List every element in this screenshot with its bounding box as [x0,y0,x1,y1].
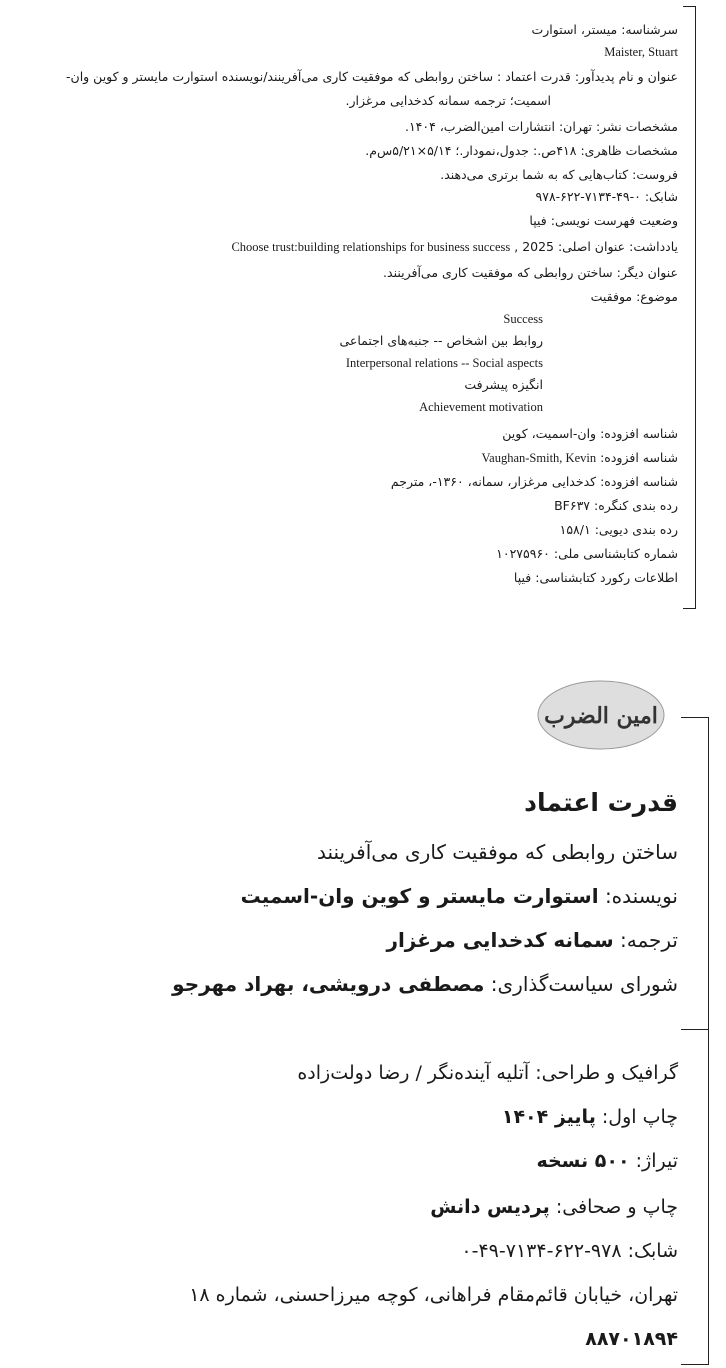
cip-row-series [440,167,678,182]
cip-value-latin: Success [503,312,543,326]
cip-bracket [683,6,696,609]
cip-value: فیپا [529,213,547,228]
isbn-label: شابک: [627,1240,678,1262]
cip-row-national-number [496,546,678,561]
cip-label: شناسه افزوده: [600,474,678,489]
cip-value: قدرت اعتماد : ساختن روابطی که موفقیت کاری می‌آفرینند/نویسنده استوارت مایستر و کوین وان- [66,69,571,84]
cip-row-status [529,213,678,228]
cip-value: روابط بین اشخاص -- جنبه‌های اجتماعی [339,333,543,348]
cip-row-added-entry [482,450,678,466]
cip-value-latin: Vaughan-Smith, Kevin [481,451,597,465]
credits-divider [681,1029,708,1030]
cip-value: عنوان اصلی: 2025 , [514,239,626,254]
cip-label: عنوان و نام پدیدآور: [574,69,678,84]
cip-row-publication [405,119,678,134]
cip-value: وان-اسمیت، کوین [502,426,597,441]
cip-value: ۹۷۸-۶۲۲-۷۱۳۴-۴۹-۰ [535,189,641,204]
cip-value: ۴۱۸ص.: جدول،نمودار.؛ ۵/۱۴×۵/۲۱س‌م. [365,143,577,158]
cip-value-latin: Maister, Stuart [604,45,678,59]
cip-label: اطلاعات رکورد کتابشناسی: [535,570,678,585]
graphics-credit: گرافیک و طراحی: آتلیه آینده‌نگر / رضا دولت‌زاده [297,1062,678,1084]
printing-label: چاپ و صحافی: [555,1196,678,1218]
cip-label: فروست: [632,167,678,182]
credits-bracket [681,717,709,1365]
printing-value: پردیس دانش [430,1196,550,1218]
author-names: استوارت مایستر و کوین وان-اسمیت [240,884,599,908]
cip-value: کدخدایی مرغزار، سمانه، ۱۳۶۰-، مترجم [390,474,597,489]
cip-row-lcc [554,498,678,513]
cip-row-ddc [560,522,678,537]
publisher-logo [536,679,666,751]
cip-value: ۱۵۸/۱ [559,522,591,537]
cip-label: وضعیت فهرست نویسی: [550,213,678,228]
cip-row-added-entry [502,426,678,441]
author-label: نویسنده: [604,884,678,908]
edition-line [502,1106,678,1128]
cip-label: شماره کتابشناسی ملی: [553,546,678,561]
cip-label: موضوع: [636,289,678,304]
cip-value: فیپا [513,570,532,585]
cip-label: یادداشت: [629,239,678,254]
cip-row-heading [531,22,678,37]
cip-value: ۱۰۲۷۵۹۶۰ [496,546,550,561]
cip-value: میستر، استوارت [531,22,618,37]
printing-line [430,1196,678,1218]
author-line [241,884,678,908]
cip-row-physical [365,143,678,158]
cip-value: موفقیت [590,289,633,304]
address-line: تهران، خیابان قائم‌مقام فراهانی، کوچه میرزاحسنی، شماره ۱۸ [189,1284,678,1306]
cip-value-latin: Achievement motivation [419,400,543,414]
cip-label: شابک: [644,189,678,204]
cip-row-title [66,69,678,84]
cip-record [0,0,726,612]
phone-number: ۸۸۷۰۱۸۹۴ [585,1328,678,1350]
cip-value: BF۶۳۷ [554,498,591,513]
cip-row-note [231,239,678,255]
cip-value-latin: Interpersonal relations -- Social aspects [345,356,543,370]
book-subtitle: ساختن روابطی که موفقیت کاری می‌آفرینند [316,840,678,864]
cip-label: رده بندی دیویی: [594,522,678,537]
cip-label: رده بندی کنگره: [594,498,678,513]
cip-label: مشخصات ظاهری: [580,143,678,158]
cip-row-isbn [536,189,678,204]
edition-label: چاپ اول: [601,1106,678,1128]
translator-line [386,928,678,952]
print-run-line [536,1150,678,1172]
council-label: شورای سیاست‌گذاری: [490,972,678,996]
cip-row-subject [591,289,678,304]
book-title: قدرت اعتماد [524,788,678,817]
translator-name: سمانه کدخدایی مرغزار [386,928,614,952]
cip-label: مشخصات نشر: [595,119,678,134]
cip-row-record-info [514,570,678,585]
council-line [172,972,678,996]
print-run-label: تیراژ: [635,1150,678,1172]
cip-label: سرشناسه: [621,22,678,37]
cip-value: کتاب‌هایی که به شما برتری می‌دهند. [440,167,629,182]
cip-row-added-entry [391,474,678,489]
edition-value: پاییز ۱۴۰۴ [501,1106,596,1128]
cip-value: ساختن روابطی که موفقیت کاری می‌آفرینند. [383,265,613,280]
council-names: مصطفی درویشی، بهراد مهرجو [172,972,485,996]
cip-value-cont: اسمیت؛ ترجمه سمانه کدخدایی مرغزار. [345,93,551,108]
cip-row-alt-title [383,265,678,280]
isbn-value: ۹۷۸-۶۲۲-۷۱۳۴-۴۹-۰ [461,1240,622,1262]
cip-value-latin: Choose trust:building relationships for business success [231,240,511,254]
translator-label: ترجمه: [620,928,678,952]
cip-label: عنوان دیگر: [616,265,678,280]
cip-value: تهران: انتشارات امین‌الضرب، ۱۴۰۴. [404,119,592,134]
cip-label: شناسه افزوده: [600,426,678,441]
cip-value: انگیزه پیشرفت [464,377,543,392]
print-run-value: ۵۰۰ نسخه [536,1150,630,1172]
logo-calligraphy: امین الضرب [544,703,658,729]
isbn-line [461,1240,678,1262]
cip-label: شناسه افزوده: [600,450,678,465]
